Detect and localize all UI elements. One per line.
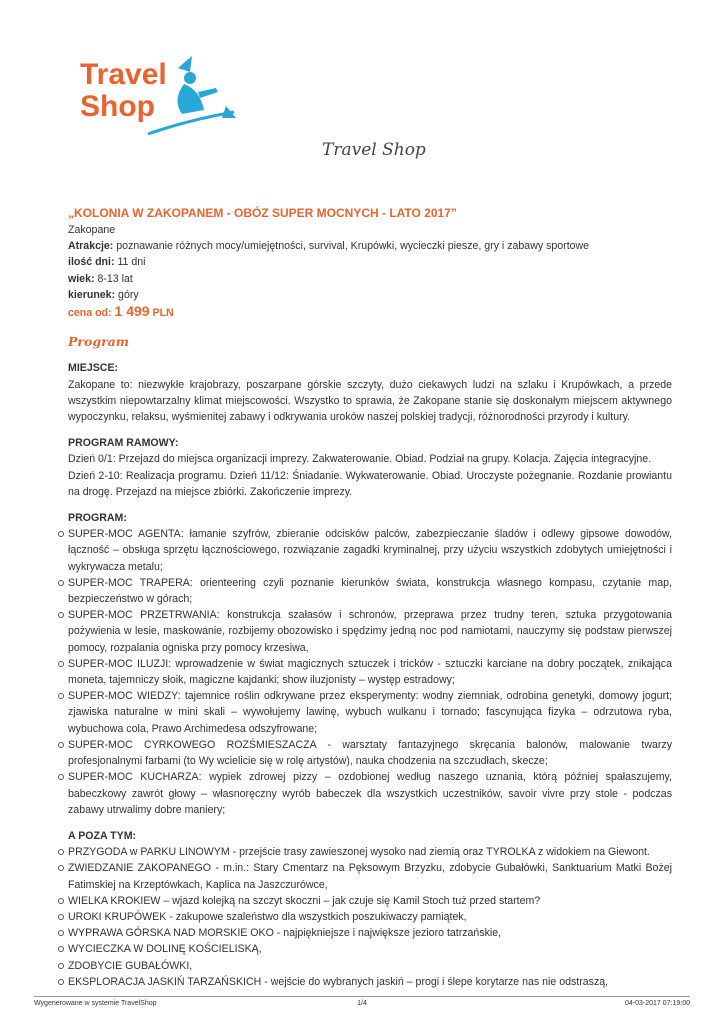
offer-content [68,206,672,990]
footer-timestamp: 04-03-2017 07:19:00 [625,1000,691,1007]
program-list [68,526,672,818]
travel-shop-logo [78,54,238,138]
days-label: ilość dni: [68,256,115,269]
frame-program-day2: Dzień 2-10: Realizacja programu. Dzień 11/12: Śniadanie. Wykwaterowanie. Obiad. Uroczyste pożegnanie. Rozdanie prowiantu na drogę. Przejazd na miejsce zbiórki. Zakończenie imprezy. [68,469,672,498]
offer-direction [68,287,672,303]
direction-value: góry [115,288,139,301]
list-item: SUPER-MOC KUCHARZA: wypiek zdrowej pizzy – ozdobionej według naszego uznania, którą później spałaszujemy, babeczkowy zawrót głowy – własnoręczny wyrób babeczek dla wszystkich uczestników, savoir vivre przy stole - podczas zabawy utrwalimy dobre maniery; [68,769,672,818]
list-item: WYCIECZKA W DOLINĘ KOŚCIELISKĄ, [68,941,672,957]
offer-days [68,254,672,270]
brand-title: Travel Shop [322,140,426,160]
program-heading: Program [68,334,129,350]
logo-text-travel: Travel [80,58,167,91]
extras-list [68,844,672,990]
frame-program-heading: PROGRAM RAMOWY: [68,437,179,450]
price-amount: 1 499 [114,303,150,320]
list-item: SUPER-MOC WIEDZY: tajemnice roślin odkrywane przez eksperymenty: wodny ziemniak, odrobina genetyki, domowy jogurt; zjawiska naturalne w mini skali – wywołujemy lawinę, wybuch wulkanu i tornado; fascynująca fizyka – odrzutowa ryba, wybuchowa cola, Prawo Archimedesa odszyfrowane; [68,688,672,737]
program-list-heading: PROGRAM: [68,512,127,525]
offer-title: „KOLONIA W ZAKOPANEM - OBÓZ SUPER MOCNYCH - LATO 2017” [68,206,457,220]
price-currency: PLN [149,307,174,320]
days-value: 11 dni [114,256,146,269]
list-item: UROKI KRUPÓWEK - zakupowe szaleństwo dla wszystkich poszukiwaczy pamiątek, [68,909,672,925]
list-item: SUPER-MOC AGENTA: łamanie szyfrów, zbieranie odcisków palców, zabezpieczanie śladów i odlewy gipsowe dowodów, łączność – obsługa sprzętu łącznościowego, rozwiązanie zagadki kryminalnej, przy użyciu wszystkich zdobytych umiejętności i wykrywacza metalu; [68,526,672,575]
place-description: Zakopane to: niezwykłe krajobrazy, poszarpane górskie szczyty, dużo ciekawych ludzi na szlaku i Krupówkach, a przede wszystkim niepowtarzalny klimat miejscowości. Wszystko to sprawia, że Zakopane stanie się doskonałym miejscem aktywnego wypoczynku, relaksu, wyśmienitej zabawy i odkrywania uroków naszej polskiej tradycji, różnorodności przyrody i kultury. [68,378,672,424]
list-item: ZWIEDZANIE ZAKOPANEGO - m.in.: Stary Cmentarz na Pęksowym Brzyzku, zdobycie Gubałówki, Sanktuarium Matki Bożej Fatimskiej na Krzeptówkach, Kaplica na Jaszczurówce, [68,860,672,892]
footer-generated: Wygenerowane w systemie TravelShop [34,1000,157,1007]
list-item: PRZYGODA w PARKU LINOWYM - przejście trasy zawieszonej wysoko nad ziemią oraz TYROLKA z widokiem na Giewont. [68,844,672,860]
list-item: WYPRAWA GÓRSKA NAD MORSKIE OKO - najpiękniejsze i największe jezioro tatrzańskie, [68,925,672,941]
list-item: SUPER-MOC ILUZJI: wprowadzenie w świat magicznych sztuczek i tricków - sztuczki karciane na dobry początek, znikająca moneta, tajemniczy słoik, magiczne kajdanki; show iluzjonisty – występ estradowy; [68,656,672,688]
list-item: SUPER-MOC CYRKOWEGO ROZŚMIESZACZA - warsztaty fantazyjnego skręcania balonów, malowanie twarzy profesjonalnymi farbami (to Wy wcielicie się w rolę artystów), nauka chodzenia na szczudłach, skecze; [68,737,672,769]
list-item: SUPER-MOC PRZETRWANIA: konstrukcja szałasów i schronów, przeprawa przez trudny teren, sztuka przygotowania pożywienia w lesie, maskowanie, rozbijemy obozowisko i spędzimy jedną noc pod namiotami, nauczymy się podstaw pierwszej pomocy, rozpalania ogniska przy pomocy krzesiwa, [68,607,672,656]
offer-attractions [68,238,672,254]
list-item: SUPER-MOC TRAPERA: orienteering czyli poznanie kierunków świata, konstrukcja własnego kompasu, czytanie map, bezpieczeństwo w górach; [68,575,672,607]
age-label: wiek: [68,272,95,285]
list-item: EKSPLORACJA JASKIŃ TARZAŃSKICH - wejście do wybranych jaskiń – progi i ślepe korytarze nas nie odstraszą, [68,974,672,990]
logo-text-shop: Shop [80,90,155,123]
offer-age [68,271,672,287]
offer-location: Zakopane [68,224,116,236]
place-heading: MIEJSCE: [68,362,119,375]
frame-program-day1: Dzień 0/1: Przejazd do miejsca organizacji imprezy. Zakwaterowanie. Obiad. Podział na grupy. Kolacja. Zajęcia integracyjne. [68,453,652,466]
attractions-value: poznawanie różnych mocy/umiejętności, survival, Krupówki, wycieczki piesze, gry i zabawy sportowe [113,240,590,253]
list-item: WIELKA KROKIEW – wjazd kolejką na szczyt skoczni – jak czuje się Kamil Stoch tuż przed startem? [68,893,672,909]
attractions-label: Atrakcje: [68,240,114,253]
price-label: cena od: [68,307,115,320]
list-item: ZDOBYCIE GUBAŁÓWKI, [68,958,672,974]
page-footer [34,996,690,1007]
offer-price [68,303,672,321]
age-value: 8-13 lat [94,272,133,285]
extras-heading: A POZA TYM: [68,829,137,842]
footer-page-number: 1/4 [357,1000,367,1007]
direction-label: kierunek: [68,288,116,301]
